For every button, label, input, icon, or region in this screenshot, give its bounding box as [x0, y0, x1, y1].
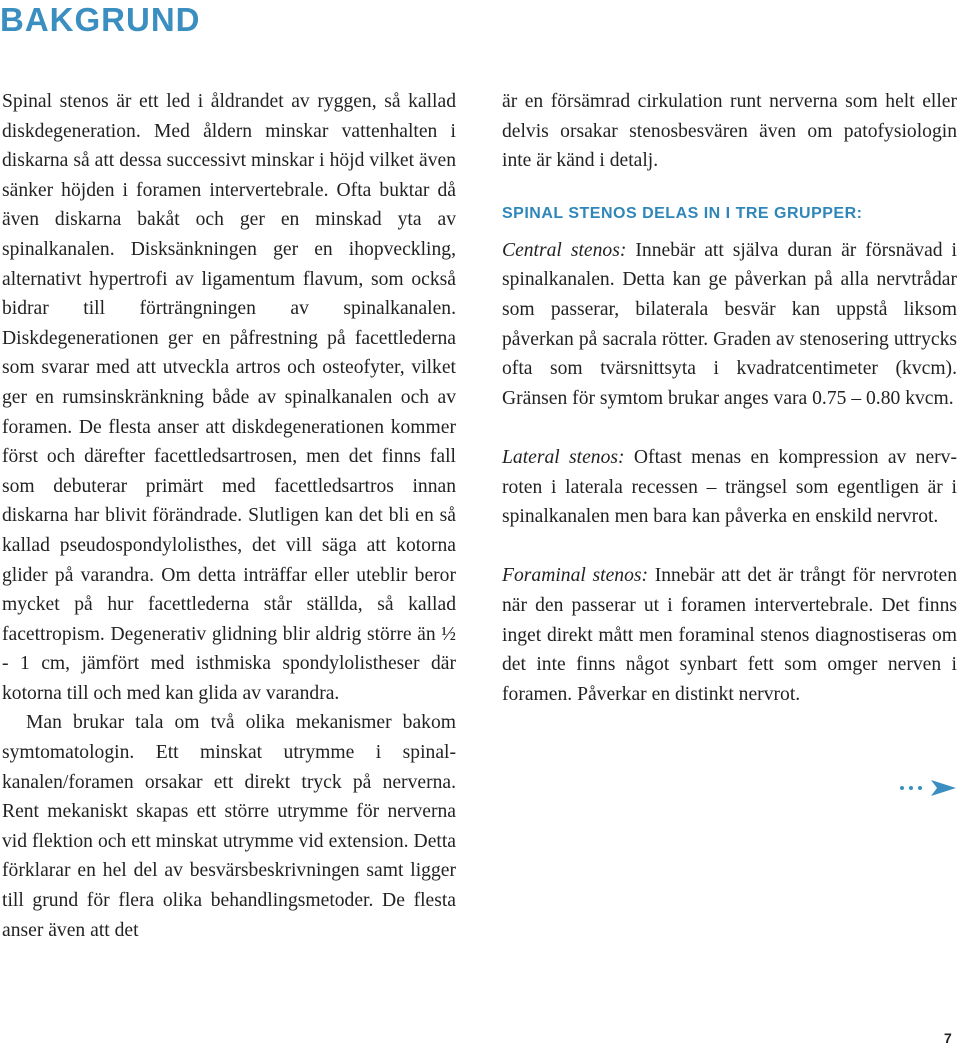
- term-lateral-stenos: Lateral stenos:: [502, 446, 625, 468]
- central-stenos-paragraph: [502, 236, 957, 414]
- body-paragraph: Spinal stenos är ett led i åldrandet av ryggen, så kallad diskdegeneration. Med åldern minskar vattenhalten i diskarna så att dessa successivt minskar i höjd vilket även sänker höjden i foramen intervertebrale. Ofta buktar då även diskarna bakåt och ger en minskad yta av spinalkanalen. Disksänkningen ger en ihopveckling, alternativt hypertrofi av ligamentum flavum, som också bidrar till förträngningen av spinalkanalen. Diskdegenerationen ger en påfrestning på facettlederna som svarar med att utveckla artros och osteofyter, vilket ger en rumsinskränkning både av spinalkanalen och av foramen. De flesta anser att diskdegenerationen kommer först och därefter facettledsartrosen, men det finns fall som debuterar primärt med facettledsartros innan diskarna har blivit förändrade. Slutligen kan det bli en så kallad pseudospondylolisthes, det vill säga att kotorna glider på varandra. Om detta inträffar eller uteblir beror mycket på hur facettlederna står ställda, så kallad facettropism. Degenerativ glidning blir aldrig större än ½ - 1 cm, jämfört med isthmiska spondylolistheser där kotorna till och med kan glida av varandra.: [2, 91, 456, 704]
- dotted-arrow-right-icon: [898, 778, 960, 798]
- central-stenos-text: Innebär att själva duran är försnävad i spinalkanalen. Detta kan ge påverkan på alla nervtrådar som passerar, bilaterala besvär kan uppstå liksom påverkan på sacrala rötter. Graden av stenosering uttrycks ofta som tvärsnittsyta i kvadratcentimeter (kvcm). Gränsen för symtom brukar anges vara 0.75 – 0.80 kvcm.: [502, 239, 958, 409]
- term-central-stenos: Central stenos:: [502, 239, 627, 261]
- lateral-stenos-text: Oftast menas en kompression av nervroten i laterala recessen – trängsel som egentligen är i spinalkanalen men bara kan påverka en enskild nervrot.: [502, 446, 958, 528]
- page-number: 7: [944, 1030, 952, 1046]
- section-subheading: SPINAL STENOS DELAS IN I TRE GRUPPER:: [502, 204, 863, 222]
- left-column: [2, 87, 456, 945]
- body-paragraph: är en försämrad cirkulation runt nerverna som helt eller delvis orsakar stenosbesvären även om patofysiologin inte är känd i detalj.: [502, 91, 957, 172]
- lateral-stenos-paragraph: [502, 443, 957, 532]
- foraminal-stenos-paragraph: [502, 561, 957, 709]
- page-title: BAKGRUND: [0, 1, 201, 38]
- term-foraminal-stenos: Foraminal stenos:: [502, 565, 649, 587]
- foraminal-stenos-text: Innebär att det är trångt för nervroten när den passerar ut i foramen intervertebrale. Det finns inget direkt mått men foraminal stenos diagnostiseras om det inte finns något synbart fett som omger nerven i foramen. Påverkar en distinkt nervrot.: [502, 565, 957, 705]
- body-paragraph: Man brukar tala om två olika mekanismer bakom symtomatologin. Ett minskat utrymme i spinalkanalen/foramen orsakar ett direkt tryck på nerverna. Rent mekaniskt skapas ett större utrymme för nerverna vid flektion och ett minskat utrymme vid extension. Detta förklarar en hel del av besvärsbeskrivningen samt ligger till grund för flera olika behandlingsmetoder. De flesta anser även att det: [2, 712, 456, 941]
- right-column: [502, 87, 957, 709]
